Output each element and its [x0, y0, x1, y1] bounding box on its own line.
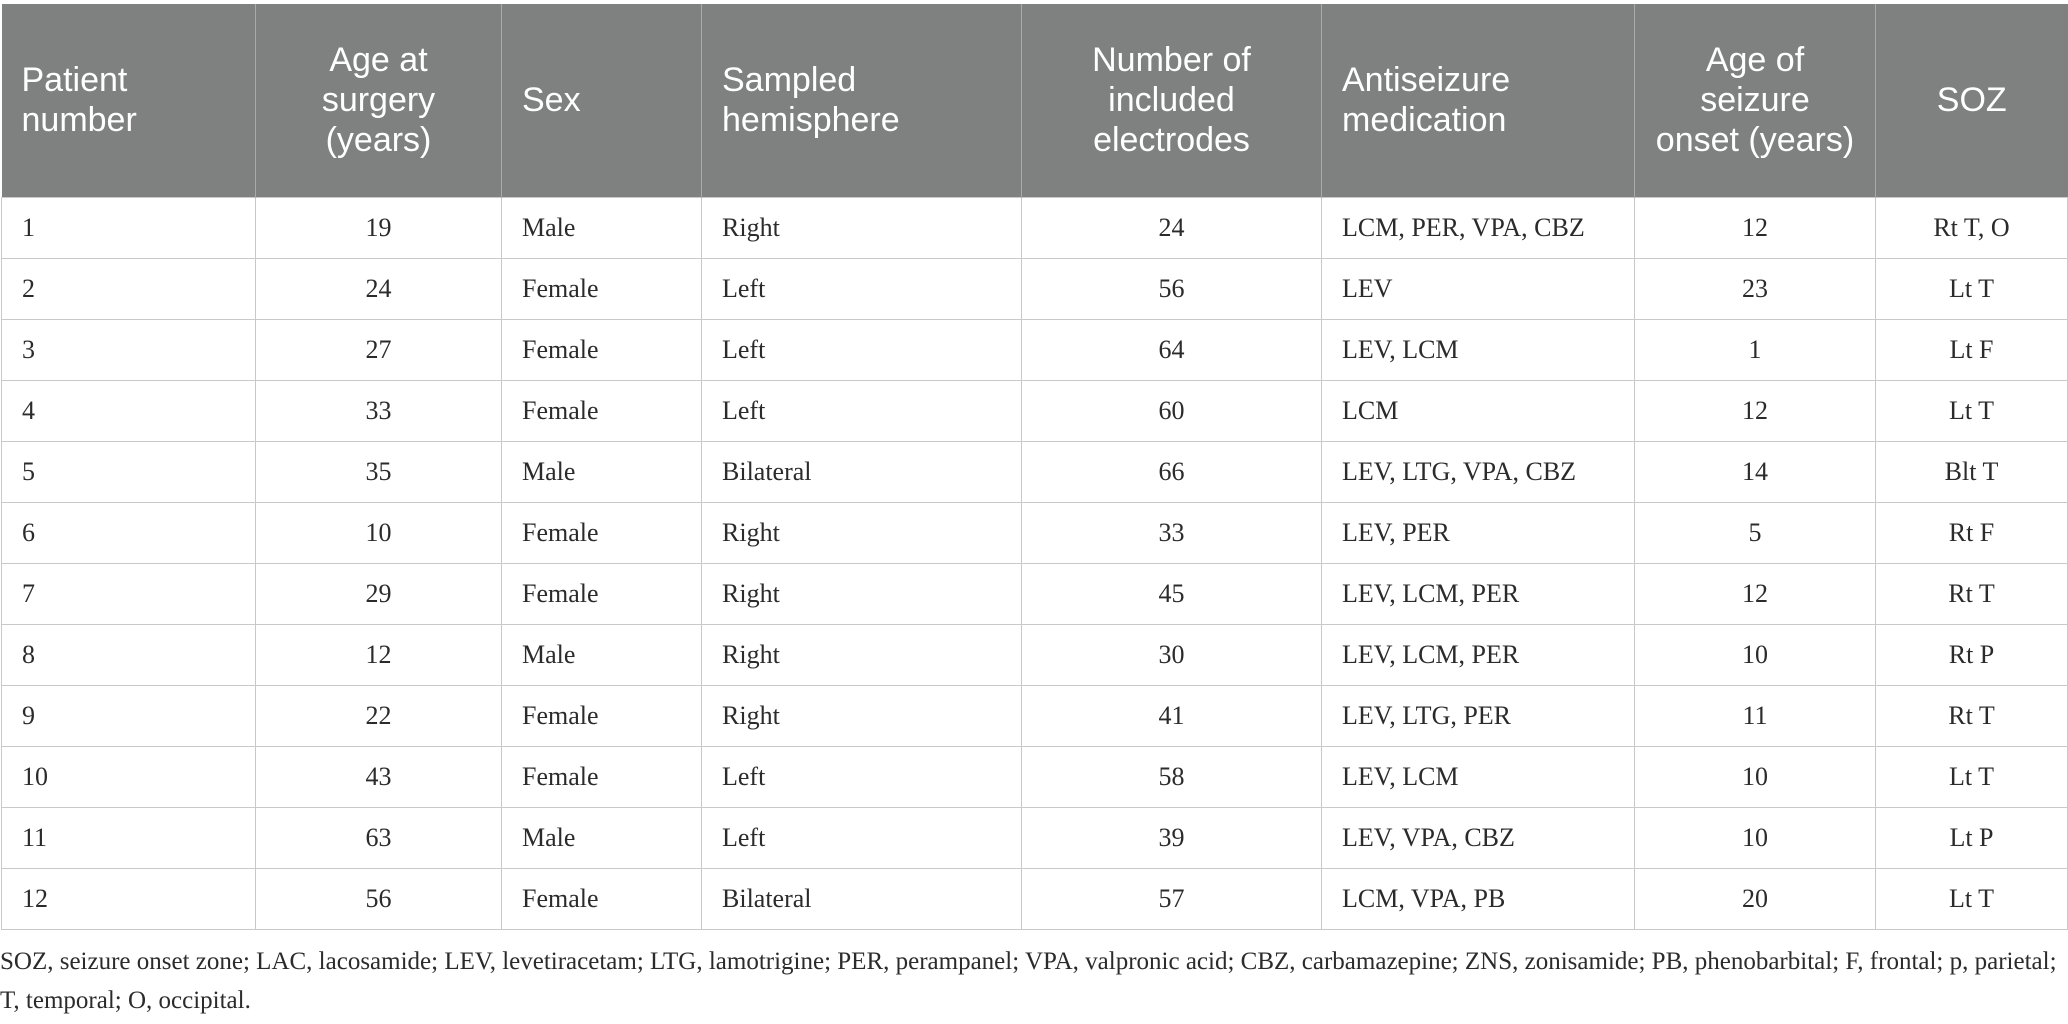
cell-age-at-surgery: 22: [256, 685, 502, 746]
cell-age-of-seizure-onset: 10: [1635, 746, 1876, 807]
cell-soz: Rt P: [1876, 624, 2068, 685]
table-row: [2, 197, 2068, 258]
cell-sex: Female: [502, 380, 702, 441]
cell-sex: Male: [502, 624, 702, 685]
cell-soz: Rt T: [1876, 685, 2068, 746]
header-number-of-electrodes: Number of included electrodes: [1022, 4, 1322, 197]
cell-age-at-surgery: 19: [256, 197, 502, 258]
cell-age-of-seizure-onset: 5: [1635, 502, 1876, 563]
table-row: [2, 746, 2068, 807]
cell-sampled-hemisphere: Right: [702, 502, 1022, 563]
cell-sex: Male: [502, 441, 702, 502]
cell-age-at-surgery: 10: [256, 502, 502, 563]
cell-antiseizure-medication: LEV: [1322, 258, 1635, 319]
cell-patient-number: 11: [2, 807, 256, 868]
cell-sampled-hemisphere: Right: [702, 197, 1022, 258]
cell-sampled-hemisphere: Bilateral: [702, 868, 1022, 929]
cell-soz: Lt T: [1876, 380, 2068, 441]
table-row: [2, 441, 2068, 502]
cell-sampled-hemisphere: Left: [702, 807, 1022, 868]
cell-sampled-hemisphere: Bilateral: [702, 441, 1022, 502]
header-age-of-seizure-onset: Age of seizure onset (years): [1635, 4, 1876, 197]
cell-antiseizure-medication: LEV, PER: [1322, 502, 1635, 563]
cell-patient-number: 6: [2, 502, 256, 563]
table-row: [2, 624, 2068, 685]
cell-sampled-hemisphere: Right: [702, 563, 1022, 624]
cell-patient-number: 5: [2, 441, 256, 502]
cell-age-of-seizure-onset: 23: [1635, 258, 1876, 319]
cell-soz: Lt F: [1876, 319, 2068, 380]
cell-number-of-electrodes: 33: [1022, 502, 1322, 563]
cell-patient-number: 10: [2, 746, 256, 807]
cell-age-of-seizure-onset: 11: [1635, 685, 1876, 746]
table-row: [2, 563, 2068, 624]
cell-sex: Female: [502, 502, 702, 563]
cell-sex: Female: [502, 319, 702, 380]
cell-age-of-seizure-onset: 12: [1635, 197, 1876, 258]
cell-patient-number: 9: [2, 685, 256, 746]
cell-patient-number: 8: [2, 624, 256, 685]
cell-age-of-seizure-onset: 12: [1635, 563, 1876, 624]
header-sampled-hemisphere: Sampled hemisphere: [702, 4, 1022, 197]
cell-number-of-electrodes: 57: [1022, 868, 1322, 929]
cell-number-of-electrodes: 39: [1022, 807, 1322, 868]
header-patient-number: Patient number: [2, 4, 256, 197]
cell-sex: Male: [502, 197, 702, 258]
cell-number-of-electrodes: 56: [1022, 258, 1322, 319]
cell-antiseizure-medication: LEV, LCM, PER: [1322, 624, 1635, 685]
cell-age-at-surgery: 27: [256, 319, 502, 380]
cell-sex: Female: [502, 746, 702, 807]
table-row: [2, 502, 2068, 563]
cell-antiseizure-medication: LEV, LCM: [1322, 319, 1635, 380]
cell-soz: Rt T, O: [1876, 197, 2068, 258]
cell-sex: Female: [502, 685, 702, 746]
cell-soz: Rt T: [1876, 563, 2068, 624]
cell-number-of-electrodes: 30: [1022, 624, 1322, 685]
cell-patient-number: 12: [2, 868, 256, 929]
cell-antiseizure-medication: LEV, LTG, VPA, CBZ: [1322, 441, 1635, 502]
table-row: [2, 685, 2068, 746]
cell-sampled-hemisphere: Left: [702, 319, 1022, 380]
patient-characteristics-table: [1, 4, 2068, 930]
cell-antiseizure-medication: LCM: [1322, 380, 1635, 441]
cell-sex: Male: [502, 807, 702, 868]
cell-age-at-surgery: 29: [256, 563, 502, 624]
cell-number-of-electrodes: 60: [1022, 380, 1322, 441]
cell-antiseizure-medication: LEV, LCM: [1322, 746, 1635, 807]
cell-number-of-electrodes: 58: [1022, 746, 1322, 807]
cell-number-of-electrodes: 24: [1022, 197, 1322, 258]
cell-patient-number: 1: [2, 197, 256, 258]
cell-age-of-seizure-onset: 10: [1635, 807, 1876, 868]
cell-age-at-surgery: 43: [256, 746, 502, 807]
table-row: [2, 807, 2068, 868]
cell-age-at-surgery: 12: [256, 624, 502, 685]
cell-sampled-hemisphere: Left: [702, 380, 1022, 441]
cell-age-of-seizure-onset: 20: [1635, 868, 1876, 929]
cell-sampled-hemisphere: Right: [702, 685, 1022, 746]
cell-antiseizure-medication: LEV, VPA, CBZ: [1322, 807, 1635, 868]
cell-sampled-hemisphere: Left: [702, 258, 1022, 319]
patient-table-container: [0, 4, 2068, 930]
cell-age-of-seizure-onset: 10: [1635, 624, 1876, 685]
cell-patient-number: 7: [2, 563, 256, 624]
table-row: [2, 258, 2068, 319]
table-body: [2, 197, 2068, 929]
cell-age-of-seizure-onset: 1: [1635, 319, 1876, 380]
cell-soz: Lt T: [1876, 746, 2068, 807]
cell-number-of-electrodes: 45: [1022, 563, 1322, 624]
cell-age-at-surgery: 33: [256, 380, 502, 441]
cell-number-of-electrodes: 64: [1022, 319, 1322, 380]
header-sex: Sex: [502, 4, 702, 197]
cell-patient-number: 2: [2, 258, 256, 319]
header-row: [2, 4, 2068, 197]
table-row: [2, 319, 2068, 380]
table-header: [2, 4, 2068, 197]
cell-soz: Rt F: [1876, 502, 2068, 563]
cell-sex: Female: [502, 868, 702, 929]
cell-soz: Lt T: [1876, 258, 2068, 319]
header-antiseizure-medication: Antiseizure medication: [1322, 4, 1635, 197]
cell-antiseizure-medication: LCM, PER, VPA, CBZ: [1322, 197, 1635, 258]
cell-age-at-surgery: 56: [256, 868, 502, 929]
cell-patient-number: 3: [2, 319, 256, 380]
cell-sex: Female: [502, 563, 702, 624]
cell-soz: Lt P: [1876, 807, 2068, 868]
cell-soz: Blt T: [1876, 441, 2068, 502]
table-row: [2, 868, 2068, 929]
cell-sex: Female: [502, 258, 702, 319]
cell-antiseizure-medication: LEV, LTG, PER: [1322, 685, 1635, 746]
cell-age-at-surgery: 35: [256, 441, 502, 502]
cell-age-at-surgery: 24: [256, 258, 502, 319]
cell-age-of-seizure-onset: 12: [1635, 380, 1876, 441]
cell-number-of-electrodes: 66: [1022, 441, 1322, 502]
cell-antiseizure-medication: LEV, LCM, PER: [1322, 563, 1635, 624]
cell-soz: Lt T: [1876, 868, 2068, 929]
header-age-at-surgery: Age at surgery (years): [256, 4, 502, 197]
table-footnote: SOZ, seizure onset zone; LAC, lacosamide; LEV, levetiracetam; LTG, lamotrigine; PER, perampanel; VPA, valpronic acid; CBZ, carbamazepine; ZNS, zonisamide; PB, phenobarbital; F, frontal; p, parietal; T, temporal; O, occipital.: [0, 948, 2057, 1014]
table-row: [2, 380, 2068, 441]
cell-age-of-seizure-onset: 14: [1635, 441, 1876, 502]
cell-patient-number: 4: [2, 380, 256, 441]
header-soz: SOZ: [1876, 4, 2068, 197]
cell-antiseizure-medication: LCM, VPA, PB: [1322, 868, 1635, 929]
cell-number-of-electrodes: 41: [1022, 685, 1322, 746]
cell-sampled-hemisphere: Right: [702, 624, 1022, 685]
cell-sampled-hemisphere: Left: [702, 746, 1022, 807]
cell-age-at-surgery: 63: [256, 807, 502, 868]
